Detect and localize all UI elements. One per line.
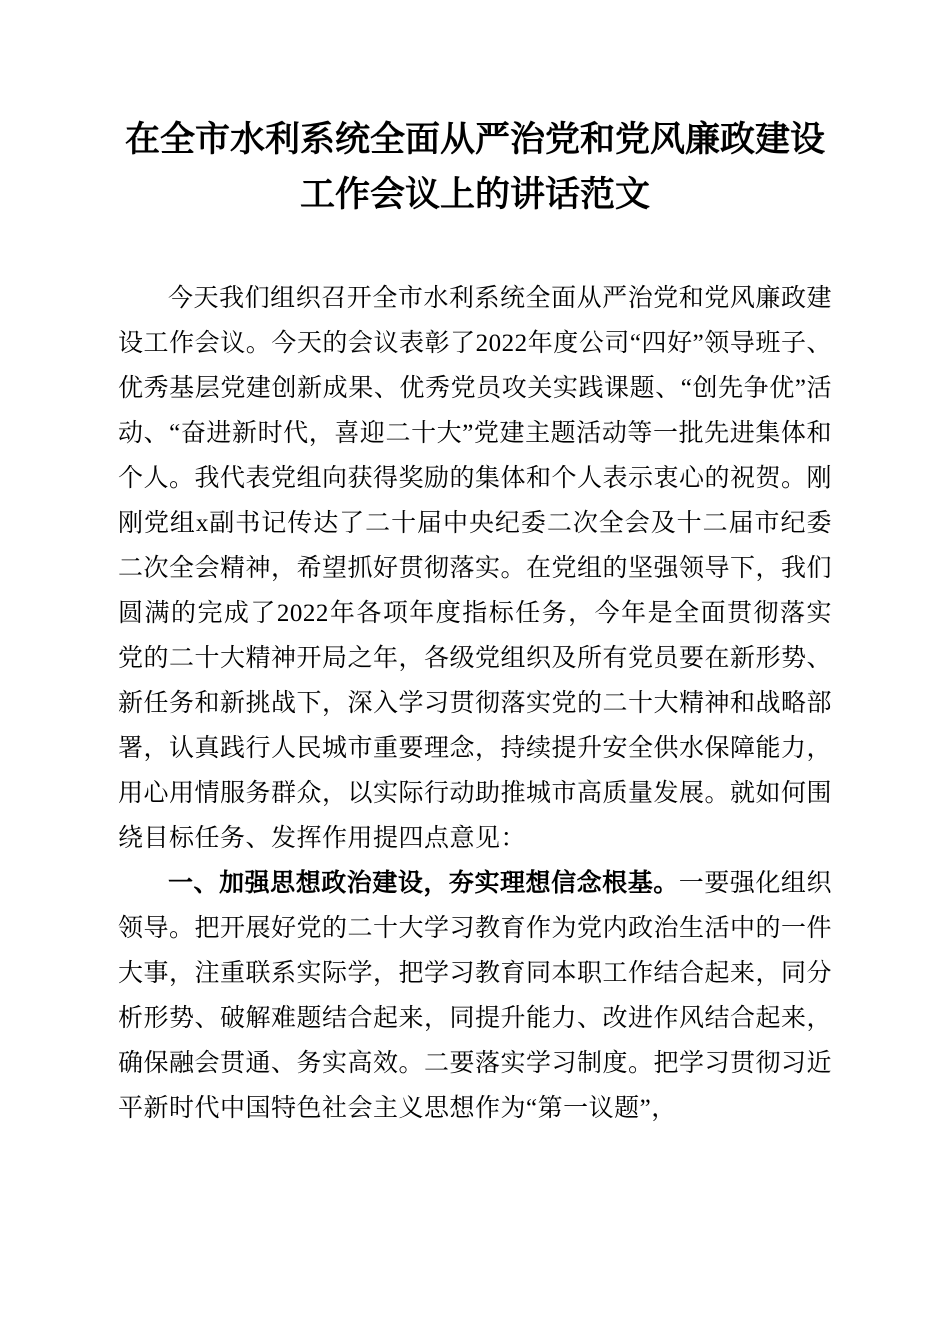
paragraph-2-text: 一要强化组织领导。把开展好党的二十大学习教育作为党内政治生活中的一件大事，注重联系实际学，把学习教育同本职工作结合起来，同分析形势、破解难题结合起来，同提升能力、改进作风结合起来，确保融会贯通、务实高效。二要落实学习制度。把学习贯彻习近平新时代中国特色社会主义思想作为“第一议题”，	[118, 870, 833, 1122]
paragraph-2-lead: 一、加强思想政治建设，夯实理想信念根基。	[168, 869, 679, 897]
paragraph-2	[118, 861, 832, 1131]
document-title: 在全市水利系统全面从严治党和党风廉政建设工作会议上的讲话范文	[124, 120, 825, 214]
paragraph-1-text: 今天我们组织召开全市水利系统全面从严治党和党风廉政建设工作会议。今天的会议表彰了2022年度公司“四好”领导班子、优秀基层党建创新成果、优秀党员攻关实践课题、“创先争优”活动、“奋进新时代，喜迎二十大”党建主题活动等一批先进集体和个人。我代表党组向获得奖励的集体和个人表示衷心的祝贺。刚刚党组x副书记传达了二十届中央纪委二次全会及十二届市纪委二次全会精神，希望抓好贯彻落实。在党组的坚强领导下，我们圆满的完成了2022年各项年度指标任务，今年是全面贯彻落实党的二十大精神开局之年，各级党组织及所有党员要在新形势、新任务和新挑战下，深入学习贯彻落实党的二十大精神和战略部署，认真践行人民城市重要理念，持续提升安全供水保障能力，用心用情服务群众，以实际行动助推城市高质量发展。就如何围绕目标任务、发挥作用提四点意见：	[118, 285, 833, 852]
paragraph-1	[118, 276, 832, 861]
